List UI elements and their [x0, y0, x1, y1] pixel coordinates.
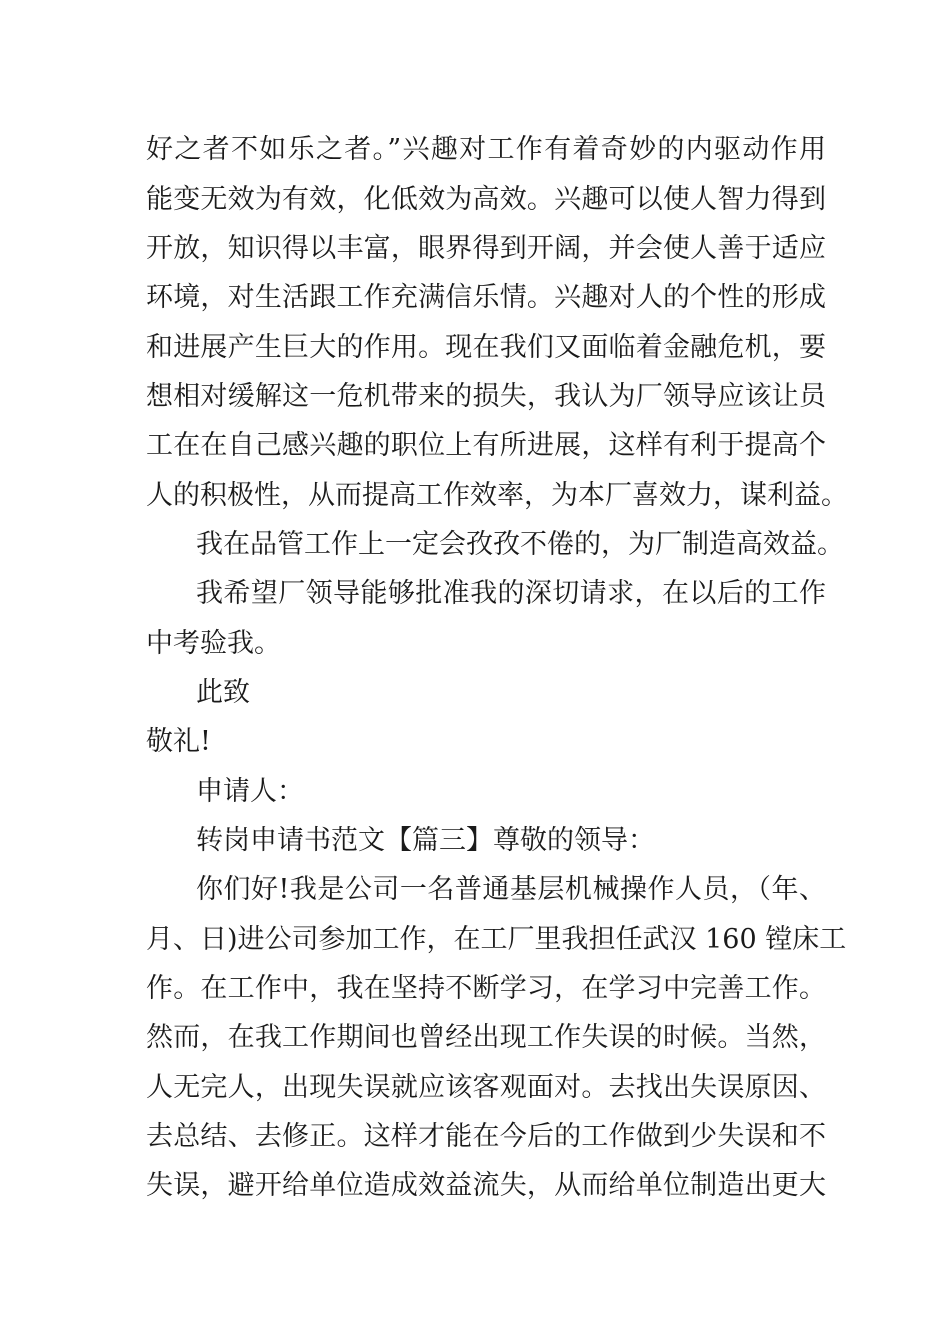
closing-regards: 敬礼!	[146, 726, 211, 757]
text-line: 想相对缓解这一危机带来的损失，我认为厂领导应该让员	[146, 381, 826, 412]
applicant-label: 申请人：	[196, 776, 304, 807]
text-line: 作。在工作中，我在坚持不断学习，在学习中完善工作。	[146, 973, 826, 1004]
text-line: 好之者不如乐之者。”兴趣对工作有着奇妙的内驱动作用	[146, 134, 826, 165]
section-heading: 转岗申请书范文【篇三】尊敬的领导：	[196, 825, 655, 856]
text-line: 能变无效为有效，化低效为高效。兴趣可以使人智力得到	[146, 184, 826, 215]
text-line: 去总结、去修正。这样才能在今后的工作做到少失误和不	[146, 1121, 826, 1152]
text-line: 人的积极性，从而提高工作效率，为本厂喜效力，谋利益。	[146, 480, 848, 511]
text-line: 我在品管工作上一定会孜孜不倦的，为厂制造高效益。	[196, 529, 844, 560]
text-line: 中考验我。	[146, 628, 281, 659]
text-line: 我希望厂领导能够批准我的深切请求，在以后的工作	[196, 578, 826, 609]
text-line: 工在在自己感兴趣的职位上有所进展，这样有利于提高个	[146, 430, 826, 461]
closing-salutation: 此致	[196, 677, 250, 708]
text-line: 人无完人，出现失误就应该客观面对。去找出失误原因、	[146, 1072, 826, 1103]
text-line: 环境，对生活跟工作充满信乐情。兴趣对人的个性的形成	[146, 282, 826, 313]
text-line: 你们好!我是公司一名普通基层机械操作人员，（年、	[196, 874, 826, 905]
text-line: 然而，在我工作期间也曾经出现工作失误的时候。当然，	[146, 1022, 826, 1053]
text-line: 月、日)进公司参加工作，在工厂里我担任武汉 160 镗床工	[146, 924, 847, 955]
text-line: 开放，知识得以丰富，眼界得到开阔，并会使人善于适应	[146, 233, 826, 264]
text-line: 失误，避开给单位造成效益流失，从而给单位制造出更大	[146, 1170, 826, 1201]
text-line: 和进展产生巨大的作用。现在我们又面临着金融危机，要	[146, 332, 826, 363]
